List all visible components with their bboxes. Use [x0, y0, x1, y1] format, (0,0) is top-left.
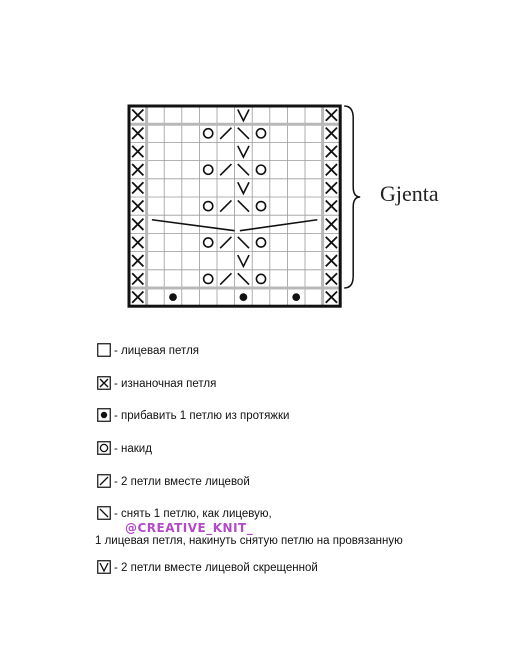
- legend-item-label: - лицевая петля: [114, 345, 200, 357]
- legend-k2tog-symbol: [100, 477, 108, 485]
- chart-yarn-over-symbol: [256, 129, 265, 138]
- legend-item: [97, 441, 152, 457]
- legend-swatch-box: [98, 344, 111, 357]
- chart-yarn-over-symbol: [256, 274, 265, 283]
- chart-k2tog-symbol: [220, 237, 231, 248]
- chart-yarn-over-symbol: [204, 238, 213, 247]
- legend-yarn-over-symbol: [100, 444, 107, 451]
- legend-item: [97, 506, 272, 522]
- chart-yarn-over-symbol: [204, 202, 213, 211]
- legend-ssk-symbol: [100, 509, 108, 517]
- legend-swatch: [97, 506, 111, 520]
- legend-item-label: - 2 петли вместе лицевой: [114, 476, 250, 488]
- chart-k2tog-symbol: [220, 273, 231, 284]
- chart-yarn-over-symbol: [256, 165, 265, 174]
- legend-item: [97, 408, 289, 424]
- legend-item-label: - накид: [114, 443, 152, 455]
- chart-ssk-symbol: [238, 200, 249, 211]
- chart-k2tog-tbl-symbol: [238, 109, 249, 120]
- legend-swatch: [97, 376, 111, 390]
- repeat-label: Gjenta: [380, 181, 439, 206]
- watermark: @CREATIVE_KNIT_: [125, 521, 254, 535]
- legend-swatch: [97, 343, 111, 357]
- chart-yarn-over-symbol: [204, 274, 213, 283]
- legend-increase-symbol: [101, 412, 107, 418]
- chart-k2tog-symbol: [220, 128, 231, 139]
- legend-k2tog-tbl-symbol: [100, 563, 108, 571]
- chart-yarn-over-symbol: [204, 165, 213, 174]
- chart-k2tog-tbl-symbol: [238, 255, 249, 266]
- legend-item: [97, 560, 318, 576]
- repeat-brace: [344, 106, 360, 288]
- legend-item-label: - прибавить 1 петлю из протяжки: [114, 410, 290, 422]
- chart-k2tog-tbl-symbol: [238, 146, 249, 157]
- chart-k2tog-tbl-symbol: [238, 182, 249, 193]
- legend-item-label: - изнаночная петля: [114, 378, 217, 390]
- repeat-divider-right: [240, 220, 317, 231]
- legend-swatch: [97, 441, 111, 455]
- legend-item-continuation: 1 лицевая петля, накинуть снятую петлю на провязанную: [95, 535, 403, 547]
- chart-increase-symbol: [292, 293, 300, 301]
- chart-yarn-over-symbol: [204, 129, 213, 138]
- chart-increase-symbol: [169, 293, 177, 301]
- chart-k2tog-symbol: [220, 164, 231, 175]
- legend-swatch: [97, 560, 111, 574]
- chart-ssk-symbol: [238, 273, 249, 284]
- legend-item: [97, 343, 199, 359]
- legend-item: [97, 474, 250, 490]
- chart-ssk-symbol: [238, 128, 249, 139]
- legend-swatch: [97, 408, 111, 422]
- chart-yarn-over-symbol: [256, 238, 265, 247]
- legend-item-label: - 2 петли вместе лицевой скрещенной: [114, 562, 318, 574]
- chart-ssk-symbol: [238, 237, 249, 248]
- legend-item: [97, 376, 216, 392]
- legend-item-label: - снять 1 петлю, как лицевую,: [114, 508, 272, 520]
- chart-increase-symbol: [240, 293, 248, 301]
- chart-k2tog-symbol: [220, 200, 231, 211]
- chart-ssk-symbol: [238, 164, 249, 175]
- legend-swatch-box: [98, 442, 111, 455]
- chart-yarn-over-symbol: [256, 202, 265, 211]
- legend-swatch: [97, 474, 111, 488]
